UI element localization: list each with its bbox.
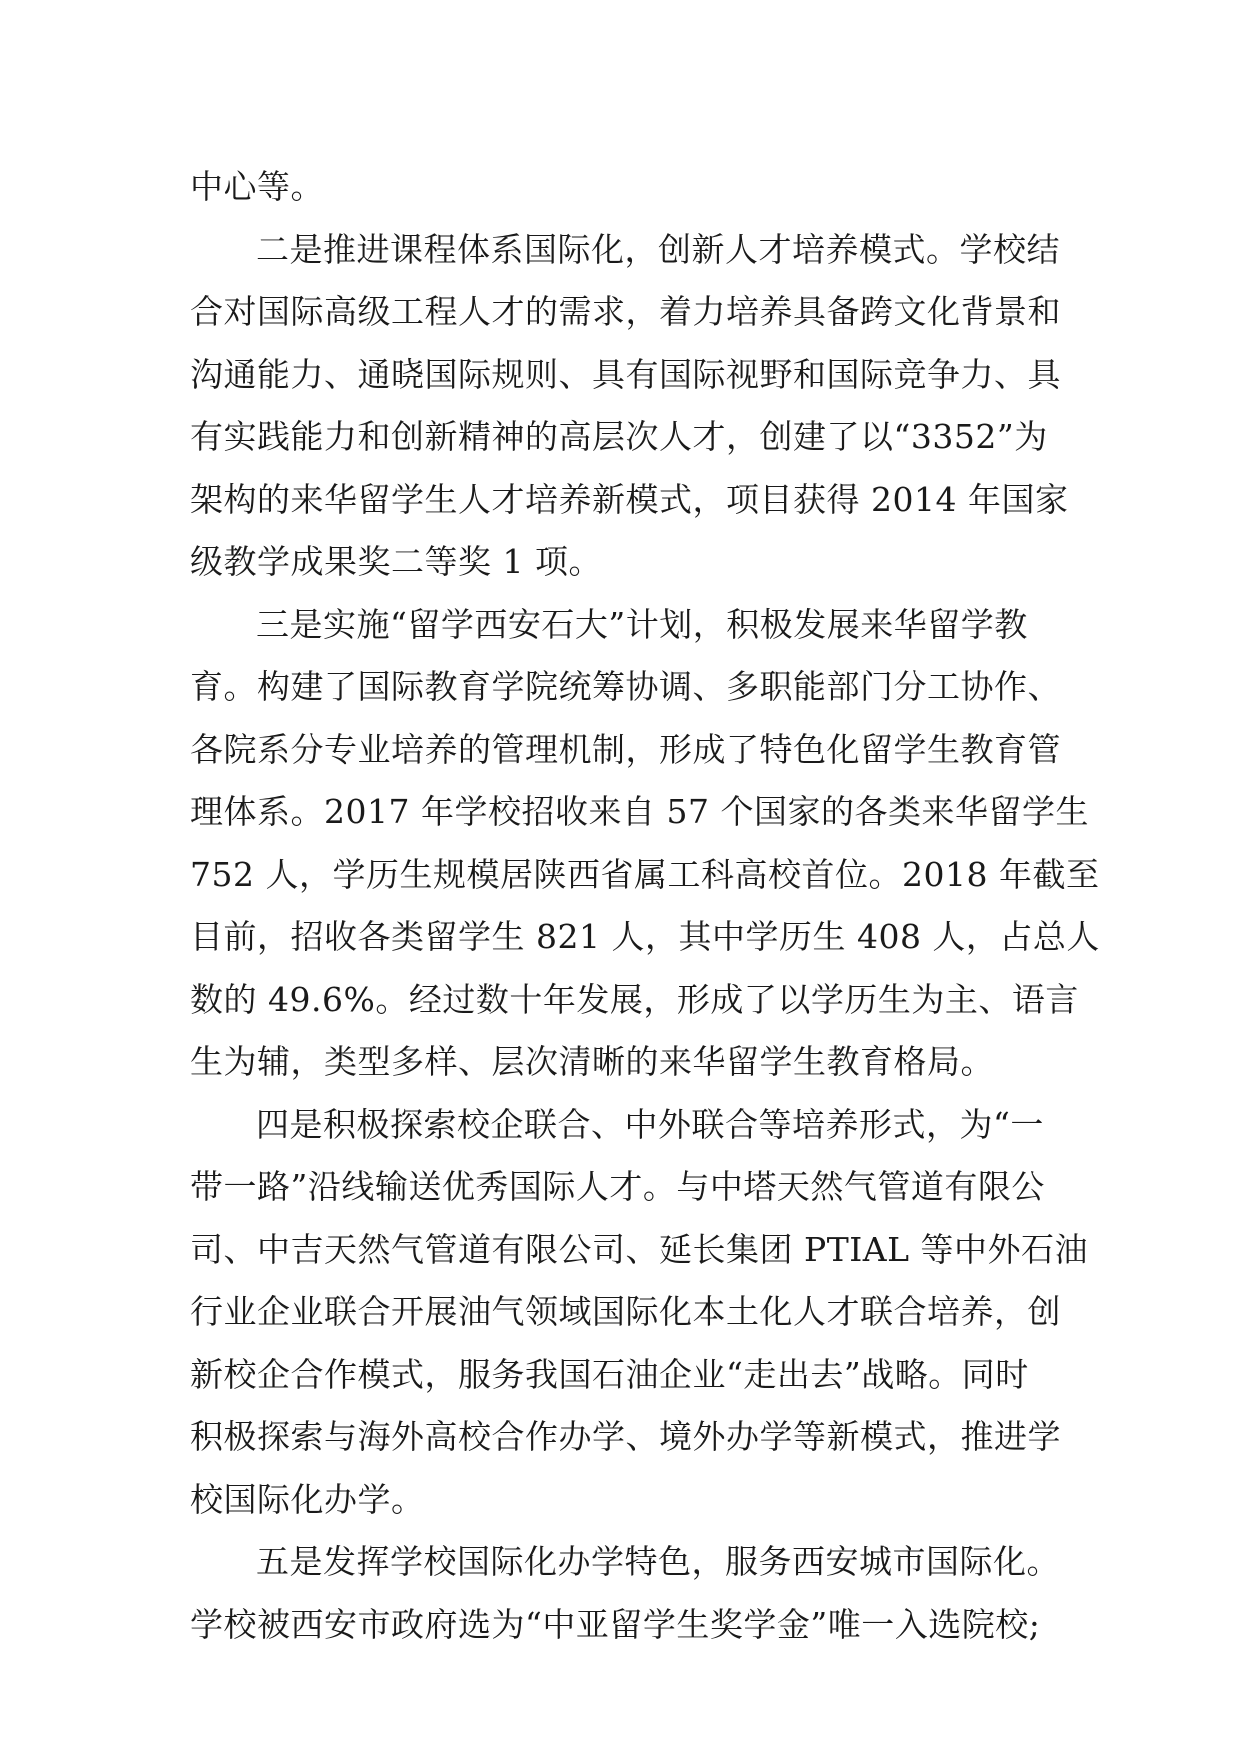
text-line: 级教学成果奖二等奖 1 项。 [190, 542, 602, 581]
text-line: 理体系。2017 年学校招收来自 57 个国家的各类来华留学生 [190, 792, 1089, 831]
text-line: 带一路”沿线输送优秀国际人才。与中塔天然气管道有限公 [190, 1167, 1045, 1206]
paragraph-start-line: 三是实施“留学西安石大”计划，积极发展来华留学教 [256, 604, 1028, 644]
text-line: 数的 49.6%。经过数十年发展，形成了以学历生为主、语言 [190, 979, 1079, 1019]
text-line: 752 人，学历生规模居陕西省属工科高校首位。2018 年截至 [190, 854, 1100, 894]
paragraph-start-line: 二是推进课程体系国际化，创新人才培养模式。学校结 [256, 229, 1060, 269]
text-line: 育。构建了国际教育学院统筹协调、多职能部门分工协作、 [190, 667, 1061, 706]
text-line: 司、中吉天然气管道有限公司、延长集团 PTIAL 等中外石油 [190, 1229, 1088, 1269]
text-line: 行业企业联合开展油气领域国际化本土化人才联合培养，创 [190, 1292, 1061, 1331]
text-line: 架构的来华留学生人才培养新模式，项目获得 2014 年国家 [190, 479, 1069, 519]
text-line: 学校被西安市政府选为“中亚留学生奖学金”唯一入选院校; [190, 1604, 1041, 1644]
text-line: 校国际化办学。 [190, 1479, 425, 1519]
body-text [190, 156, 1100, 1656]
text-line: 合对国际高级工程人才的需求，着力培养具备跨文化背景和 [190, 292, 1061, 331]
text-line: 各院系分专业培养的管理机制，形成了特色化留学生教育管 [190, 729, 1061, 769]
text-line: 新校企合作模式，服务我国石油企业“走出去”战略。同时 [190, 1354, 1029, 1394]
paragraph-start-line: 四是积极探索校企联合、中外联合等培养形式，为“一 [256, 1104, 1044, 1144]
text-line: 中心等。 [190, 167, 324, 206]
text-line: 积极探索与海外高校合作办学、境外办学等新模式，推进学 [190, 1417, 1061, 1456]
paragraph-start-line: 五是发挥学校国际化办学特色，服务西安城市国际化。 [256, 1542, 1060, 1581]
text-line: 生为辅，类型多样、层次清晰的来华留学生教育格局。 [190, 1042, 994, 1081]
text-line: 有实践能力和创新精神的高层次人才，创建了以“3352”为 [190, 417, 1048, 456]
text-line: 目前，招收各类留学生 821 人，其中学历生 408 人，占总人 [190, 917, 1100, 956]
text-line: 沟通能力、通晓国际规则、具有国际视野和国际竞争力、具 [190, 354, 1061, 394]
